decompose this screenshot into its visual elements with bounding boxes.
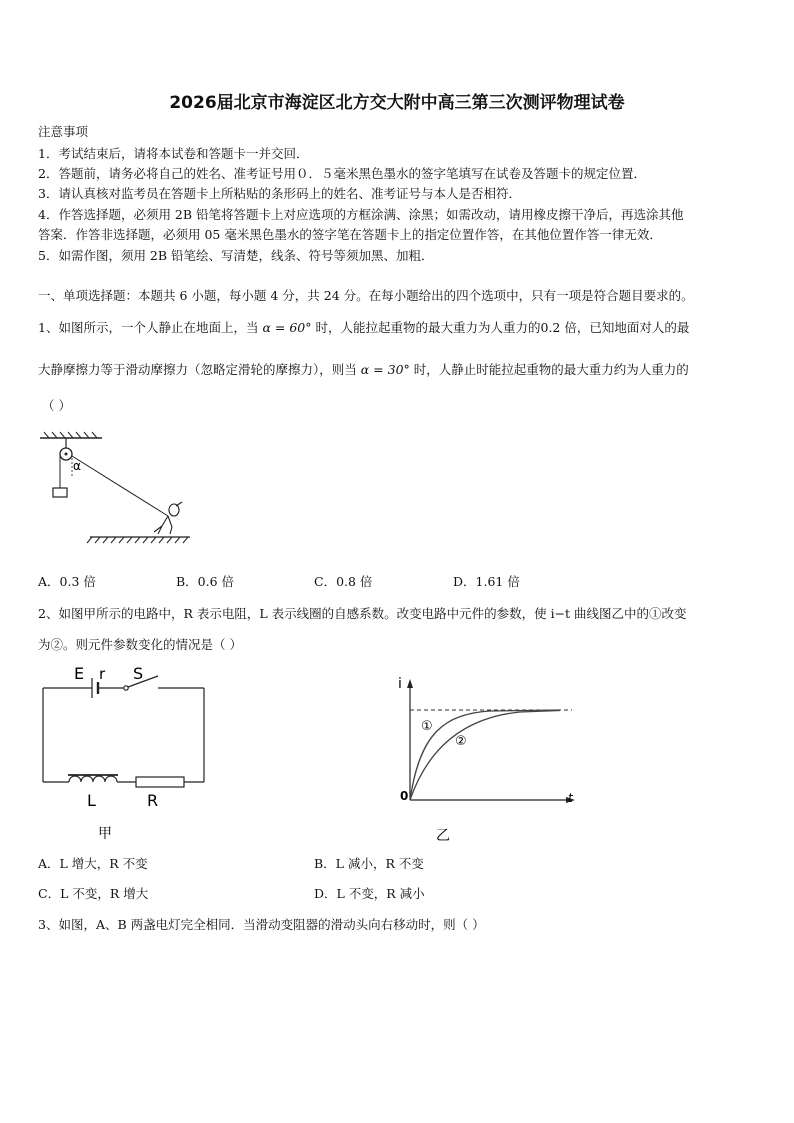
q1-text-part: 时，人能拉起重物的最大重力为人重力的0.2 倍，已知地面对人的最 <box>315 320 690 335</box>
notice-item: 3．请认真核对监考员在答题卡上所粘贴的条形码上的姓名、准考证号与本人是否相符． <box>38 186 521 201</box>
q1-text-part: 大静摩擦力等于滑动摩擦力（忽略定滑轮的摩擦力），则当 <box>38 362 357 377</box>
question-2-text: 2、如图甲所示的电路中，R 表示电阻，L 表示线圈的自感系数。改变电路中元件的参数，使 i−t 曲线图乙中的①改变 <box>38 606 687 621</box>
question-1-text-2 <box>38 360 689 378</box>
figure-caption-yi: 乙 <box>436 828 450 844</box>
notice-heading: 注意事项 <box>38 124 89 139</box>
resistor-label: R <box>147 791 159 810</box>
internal-resistance-label: r <box>99 665 106 683</box>
q2-option-b[interactable]: B．L 减小，R 不变 <box>314 856 424 871</box>
inductor-label: L <box>87 791 96 810</box>
question-3-text: 3、如图，A、B 两盏电灯完全相同．当滑动变阻器的滑动头向右移动时，则（ ） <box>38 917 485 932</box>
notice-item: 答案．作答非选择题，必须用 05 毫米黑色墨水的签字笔在答题卡上的指定位置作答，在其他位置作答一律无效． <box>38 227 662 242</box>
q1-option-b[interactable]: B．0.6 倍 <box>176 574 235 589</box>
q1-angle-30: α = 30° <box>360 362 410 377</box>
q1-option-c[interactable]: C．0.8 倍 <box>314 574 373 589</box>
figure-caption-jia: 甲 <box>98 826 112 842</box>
question-1-blank: （ ） <box>42 398 71 413</box>
current-time-graph <box>390 672 590 844</box>
circuit-diagram <box>36 662 216 842</box>
curve-2-label: ② <box>455 734 467 749</box>
q1-text-part: 时，人静止时能拉起重物的最大重力约为人重力的 <box>413 362 689 377</box>
graph-y-axis-label: i <box>398 676 402 692</box>
q2-option-c[interactable]: C．L 不变，R 增大 <box>38 886 149 901</box>
q2-option-d[interactable]: D．L 不变，R 减小 <box>314 886 425 901</box>
q1-text-part: 1、如图所示，一个人静止在地面上，当 <box>38 320 259 335</box>
graph-x-axis-label: t <box>568 791 573 805</box>
notice-item: 2．答题前，请务必将自己的姓名、准考证号用０．５毫米黑色墨水的签字笔填写在试卷及答题卡的规定位置． <box>38 166 646 181</box>
notice-item: 5．如需作图，须用 2B 铅笔绘、写清楚，线条、符号等须加黑、加粗． <box>38 248 434 263</box>
question-2-text-2: 为②。则元件参数变化的情况是（ ） <box>38 637 242 652</box>
angle-alpha-label: α <box>73 459 81 473</box>
pulley-figure <box>36 430 196 545</box>
q1-option-d[interactable]: D．1.61 倍 <box>453 574 520 589</box>
graph-origin-label: 0 <box>400 789 409 803</box>
q1-angle-60: α = 60° <box>262 320 312 335</box>
notice-item: 4．作答选择题，必须用 2B 铅笔将答题卡上对应选项的方框涂满、涂黑；如需改动，请用橡皮擦干净后，再选涂其他 <box>38 207 684 222</box>
notice-item: 1．考试结束后，请将本试卷和答题卡一并交回． <box>38 146 309 161</box>
q2-option-a[interactable]: A．L 增大，R 不变 <box>38 856 148 871</box>
curve-1-label: ① <box>421 719 433 734</box>
section-heading: 一、单项选择题：本题共 6 小题，每小题 4 分，共 24 分。在每小题给出的四个选项中，只有一项是符合题目要求的。 <box>38 288 694 303</box>
page-title: 2026届北京市海淀区北方交大附中高三第三次测评物理试卷 <box>169 93 625 113</box>
q1-option-a[interactable]: A．0.3 倍 <box>38 574 96 589</box>
question-1-text <box>38 318 689 336</box>
battery-emf-label: E <box>74 664 85 683</box>
switch-label: S <box>133 664 144 683</box>
